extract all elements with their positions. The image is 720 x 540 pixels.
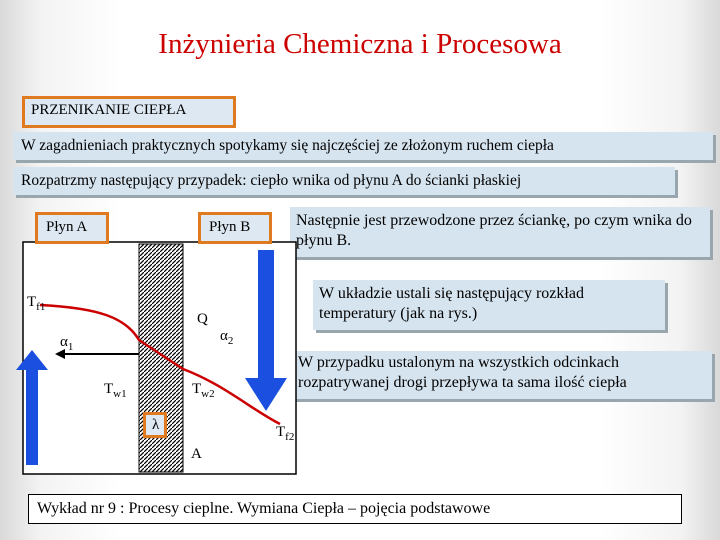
tf2-subscript: f2 (285, 431, 295, 443)
tw2-subscript: w2 (201, 388, 215, 400)
alpha1-symbol: α (60, 334, 68, 350)
slide-footer (28, 494, 682, 524)
fluid-b-label-text: Płyn B (209, 219, 251, 235)
tf1-label (27, 294, 45, 313)
tf1-symbol: T (27, 294, 37, 310)
alpha2-subscript: 2 (227, 335, 234, 347)
section-label-text: PRZENIKANIE CIEPŁA (31, 102, 187, 118)
slide-title: Inżynieria Chemiczna i Procesowa (158, 28, 562, 60)
note-distribution-text: W układzie ustali się następujący rozkład temperatury (jak na rys.) (319, 285, 584, 322)
heat-q-label: Q (197, 311, 208, 327)
tw1-subscript: w1 (113, 388, 127, 400)
intro-line-1-text: W zagadnieniach praktycznych spotykamy się najczęściej ze złożonym ruchem ciepła (21, 137, 554, 154)
lambda-label (143, 412, 167, 438)
tf2-label (276, 424, 294, 443)
lambda-symbol: λ (152, 417, 160, 433)
tf1-subscript: f1 (36, 301, 46, 313)
alpha1-label (60, 334, 73, 353)
tw1-symbol: T (104, 381, 114, 397)
intro-line-2-text: Rozpatrzmy następujący przypadek: ciepło wnika od płynu A do ścianki płaskiej (21, 172, 522, 189)
alpha1-subscript: 1 (67, 341, 74, 353)
note-steady-state-text: W przypadku ustalonym na wszystkich odcinkach rozpatrywanej drogi przepływa ta sama ilość ciepła (298, 354, 627, 391)
fluid-a-label-text: Płyn A (46, 219, 88, 235)
tw2-symbol: T (192, 381, 202, 397)
tw2-label (192, 381, 215, 400)
alpha2-label (220, 328, 233, 347)
alpha2-symbol: α (220, 328, 228, 344)
fluid-b-label (198, 212, 272, 244)
area-a-label: A (191, 446, 202, 462)
tw1-label (104, 381, 127, 400)
fluid-a-label (35, 212, 109, 244)
note-conduction-text: Następnie jest przewodzone przez ściankę, po czym wnika do płynu B. (296, 212, 692, 249)
slide-footer-text: Wykład nr 9 : Procesy cieplne. Wymiana Ciepła – pojęcia podstawowe (37, 500, 491, 517)
tf2-symbol: T (276, 424, 286, 440)
